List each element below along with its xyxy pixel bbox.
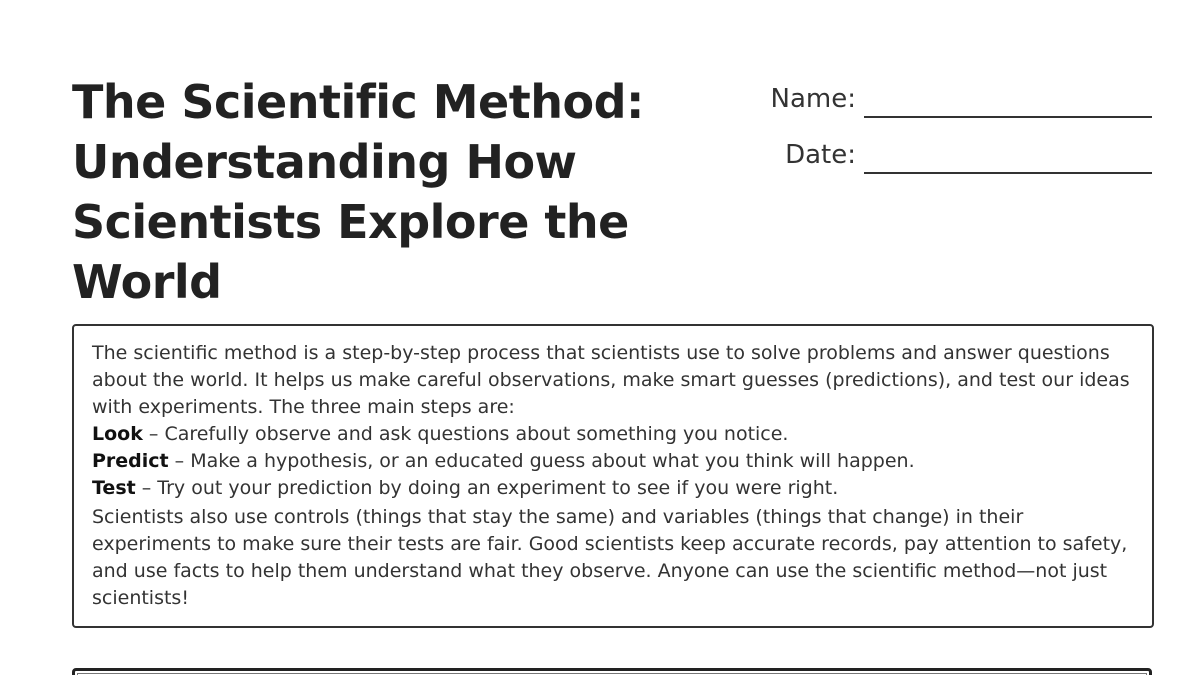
date-row (732, 130, 1152, 174)
step-description: – Make a hypothesis, or an educated guess about what you think will happen. (168, 450, 915, 472)
step-term: Test (92, 477, 136, 499)
intro-text-box (72, 324, 1154, 628)
name-row (732, 74, 1152, 118)
title-line-2: Understanding How (72, 135, 577, 189)
step-test (92, 475, 1134, 502)
title-line-1: The Scientific Method: (72, 75, 644, 129)
step-description: – Try out your prediction by doing an experiment to see if you were right. (135, 477, 839, 499)
step-description: – Carefully observe and ask questions about something you notice. (142, 423, 789, 445)
step-predict (92, 448, 1134, 475)
date-blank-line[interactable] (864, 142, 1152, 174)
worksheet-title (72, 72, 732, 312)
date-label: Date: (785, 140, 856, 170)
title-line-3: Scientists Explore the World (72, 195, 629, 309)
step-term: Predict (92, 450, 169, 472)
next-section-box (72, 668, 1152, 675)
name-blank-line[interactable] (864, 86, 1152, 118)
step-look (92, 421, 1134, 448)
name-label: Name: (770, 84, 856, 114)
step-term: Look (92, 423, 143, 445)
closing-paragraph: Scientists also use controls (things that stay the same) and variables (things that change) in their experiments to make sure their tests are fair. Good scientists keep accurate records, pay attention to safety, and use facts to help them understand what they observe. Anyone can use the scientific method—not just scientists! (92, 506, 1128, 609)
student-info (732, 74, 1152, 186)
intro-paragraph: The scientific method is a step-by-step process that scientists use to solve problems and answer questions about the world. It helps us make careful observations, make smart guesses (predictions), and test our ideas with experiments. The three main steps are: (92, 342, 1130, 418)
